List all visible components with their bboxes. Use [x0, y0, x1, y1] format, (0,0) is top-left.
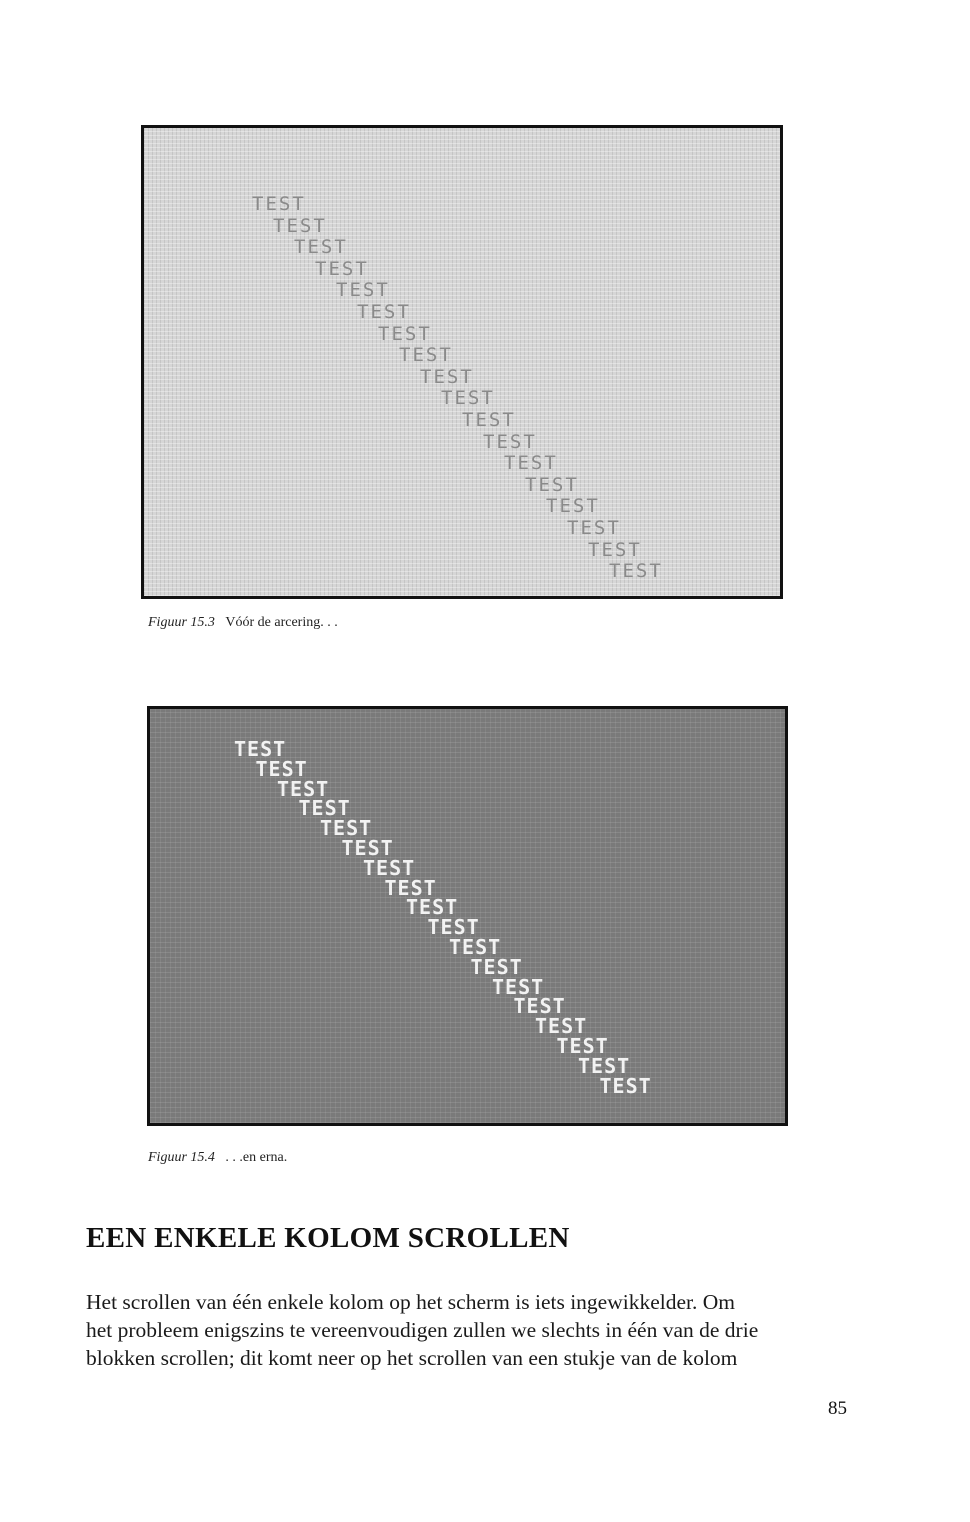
screen-text-test: TEST: [492, 974, 545, 999]
screen-text-test: TEST: [294, 236, 348, 259]
screen-text-test: TEST: [252, 193, 306, 215]
screen-text-test: TEST: [406, 895, 459, 920]
screen-text-test: TEST: [462, 409, 516, 431]
screen-text-test: TEST: [255, 756, 308, 781]
figure-label: Figuur 15.3: [148, 615, 215, 630]
screen-text-test: TEST: [578, 1053, 631, 1078]
screen-text-test: TEST: [513, 994, 566, 1019]
paragraph-line: blokken scrollen; dit komt neer op het scrollen van een stukje van de kolom: [86, 1346, 738, 1370]
screen-text-test: TEST: [449, 935, 502, 959]
screen-text-test: TEST: [470, 954, 523, 979]
page-number: 85: [828, 1398, 847, 1419]
screen-text-test: TEST: [341, 836, 394, 860]
paragraph-line: Het scrollen van één enkele kolom op het scherm is iets ingewikkelder. Om: [86, 1290, 735, 1314]
figure-caption-text: Vóór de arcering. . .: [225, 615, 338, 630]
screen-text-test: TEST: [384, 875, 437, 900]
screen-text-test: TEST: [298, 796, 351, 821]
screen-text-test: TEST: [546, 495, 600, 518]
screen-text-test: TEST: [320, 816, 373, 841]
screen-text-test: TEST: [599, 1073, 652, 1098]
screen-text-test: TEST: [567, 517, 621, 539]
screen-text-test: TEST: [504, 452, 558, 475]
figure-caption-text: . . .en erna.: [225, 1150, 288, 1165]
paragraph-line: het probleem enigszins te vereenvoudigen zullen we slechts in één van de drie: [86, 1318, 759, 1342]
screen-text-test: TEST: [315, 257, 369, 280]
screen-text-test: TEST: [399, 344, 453, 367]
screen-text-test: TEST: [234, 737, 287, 761]
section-heading: EEN ENKELE KOLOM SCROLLEN: [86, 1222, 570, 1254]
figure-screenshot-before-shading: [141, 125, 783, 599]
screen-text-test: TEST: [483, 430, 537, 453]
figure-caption: [148, 1150, 287, 1166]
screen-text-test: TEST: [273, 214, 327, 237]
screen-text-test: TEST: [427, 915, 480, 940]
screen-text-test: TEST: [441, 387, 495, 410]
screen-text-test: TEST: [420, 365, 474, 388]
screen-text-test: TEST: [277, 776, 330, 801]
figure-label: Figuur 15.4: [148, 1150, 215, 1165]
screen-text-test: TEST: [525, 473, 579, 496]
screen-text-test: TEST: [357, 301, 411, 323]
screen-text-test: TEST: [556, 1034, 609, 1058]
screen-text-test: TEST: [378, 322, 432, 345]
screen-text-test: TEST: [336, 279, 390, 302]
screen-text-test: TEST: [535, 1014, 588, 1039]
screen-text-test: TEST: [609, 560, 663, 583]
figure-screenshot-after-shading: [147, 706, 788, 1126]
screen-text-test: TEST: [363, 855, 416, 880]
screen-text-test: TEST: [588, 538, 642, 561]
figure-caption: [148, 615, 338, 631]
